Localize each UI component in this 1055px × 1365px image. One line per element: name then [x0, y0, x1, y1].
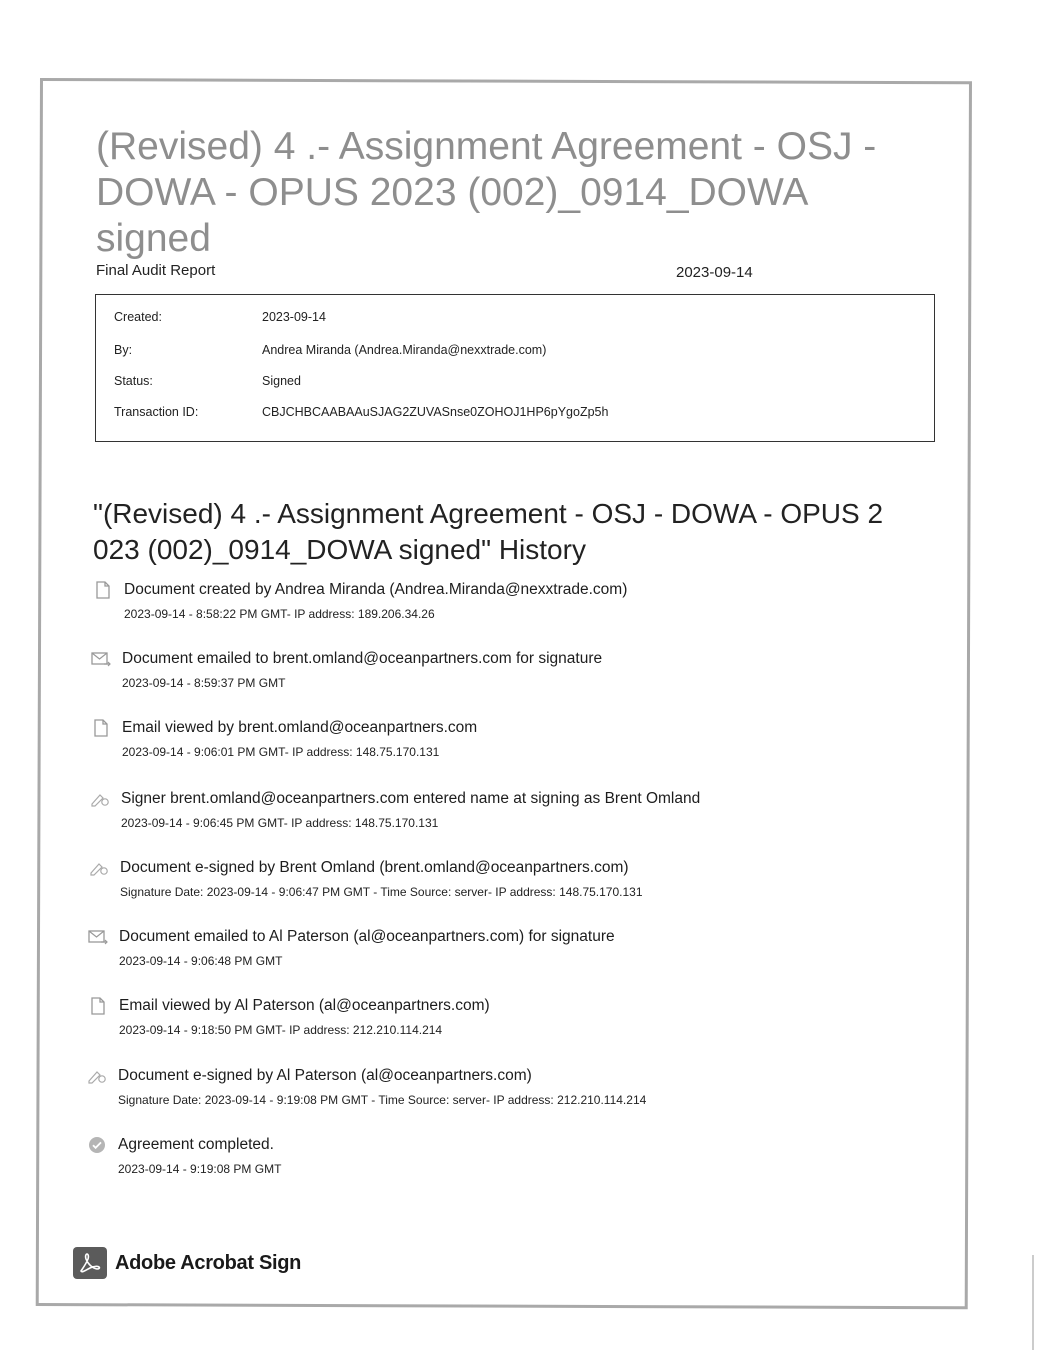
- document-icon: [87, 996, 109, 1016]
- event-description: Signer brent.omland@oceanpartners.com entered name at signing as Brent Omland: [121, 790, 701, 807]
- history-title-line2: 023 (002)_0914_DOWA signed" History: [93, 534, 586, 565]
- event-details: Signature Date: 2023-09-14 - 9:06:47 PM GMT - Time Source: server- IP address: 148.75.170.131: [120, 885, 643, 899]
- document-title: (Revised) 4 .- Assignment Agreement - OSJ - DOWA - OPUS 2023 (002)_0914_DOWA signed: [96, 125, 877, 260]
- event-description: Email viewed by Al Paterson (al@oceanpartners.com): [119, 997, 490, 1014]
- info-value: 2023-09-14: [262, 310, 326, 324]
- event-description: Email viewed by brent.omland@oceanpartners.com: [122, 719, 478, 736]
- brand-footer: [73, 1247, 301, 1279]
- event-details: 2023-09-14 - 9:19:08 PM GMT: [118, 1162, 282, 1176]
- signature-icon: [89, 789, 111, 809]
- info-box: [95, 294, 935, 442]
- history-title: [93, 496, 943, 568]
- info-value: Andrea Miranda (Andrea.Miranda@nexxtrade.com): [262, 343, 547, 357]
- signature-icon: [88, 858, 110, 878]
- info-label: Status:: [114, 374, 153, 388]
- report-date: 2023-09-14: [676, 264, 753, 281]
- adobe-acrobat-icon: [73, 1247, 107, 1279]
- brand-name: Adobe Acrobat Sign: [115, 1251, 302, 1274]
- signature-icon: [86, 1066, 108, 1086]
- info-value: CBJCHBCAABAAuSJAG2ZUVASnse0ZOHOJ1HP6pYgoZp5h: [262, 405, 609, 419]
- info-value: Signed: [262, 374, 301, 388]
- event-description: Document e-signed by Brent Omland (brent.omland@oceanpartners.com): [120, 859, 629, 876]
- history-title-line1: "(Revised) 4 .- Assignment Agreement - OSJ - DOWA - OPUS 2: [93, 498, 884, 529]
- email-icon: [87, 927, 109, 947]
- report-subtitle: Final Audit Report: [96, 262, 216, 279]
- email-icon: [90, 649, 112, 669]
- event-description: Document e-signed by Al Paterson (al@oceanpartners.com): [118, 1067, 532, 1084]
- document-icon: [92, 580, 114, 600]
- event-description: Document emailed to brent.omland@oceanpartners.com for signature: [122, 650, 603, 667]
- event-details: 2023-09-14 - 9:18:50 PM GMT- IP address: 212.210.114.214: [119, 1023, 443, 1037]
- event-details: Signature Date: 2023-09-14 - 9:19:08 PM GMT - Time Source: server- IP address: 212.210.114.214: [118, 1093, 647, 1107]
- document-icon: [90, 718, 112, 738]
- event-description: Document created by Andrea Miranda (Andrea.Miranda@nexxtrade.com): [124, 581, 628, 598]
- info-label: Transaction ID:: [114, 405, 199, 419]
- event-details: 2023-09-14 - 8:58:22 PM GMT- IP address: 189.206.34.26: [124, 607, 435, 621]
- event-description: Agreement completed.: [118, 1136, 274, 1153]
- event-details: 2023-09-14 - 9:06:48 PM GMT: [119, 954, 283, 968]
- event-details: 2023-09-14 - 9:06:45 PM GMT- IP address: 148.75.170.131: [121, 816, 439, 830]
- event-details: 2023-09-14 - 8:59:37 PM GMT: [122, 676, 286, 690]
- info-label: Created:: [114, 310, 162, 324]
- event-details: 2023-09-14 - 9:06:01 PM GMT- IP address: 148.75.170.131: [122, 745, 440, 759]
- info-label: By:: [114, 343, 133, 357]
- scan-artifact: [1032, 1255, 1034, 1350]
- check-circle-icon: [86, 1135, 108, 1155]
- event-description: Document emailed to Al Paterson (al@oceanpartners.com) for signature: [119, 928, 615, 945]
